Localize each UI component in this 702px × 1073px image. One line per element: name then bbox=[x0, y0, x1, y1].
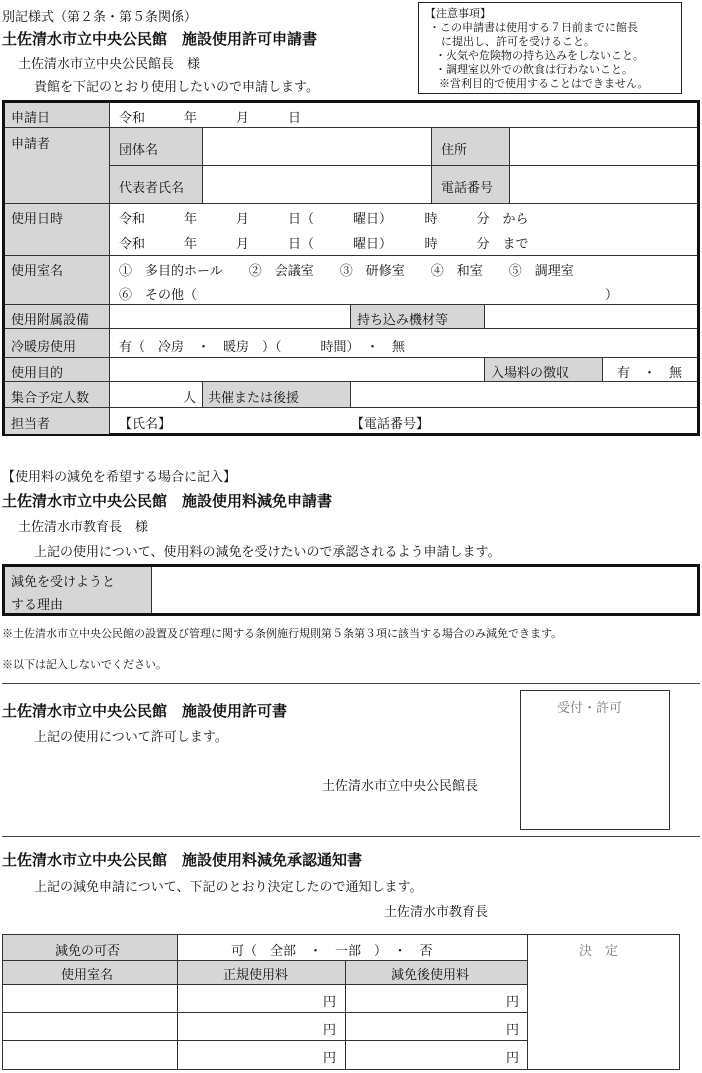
yen-unit: 円 bbox=[506, 1023, 520, 1038]
address-label: 住所 bbox=[441, 143, 468, 158]
yen-unit: 円 bbox=[323, 995, 337, 1010]
attendance-unit: 人 bbox=[183, 391, 197, 406]
divider bbox=[2, 836, 700, 837]
form-label: 別記様式（第２条・第５条関係） bbox=[2, 10, 198, 25]
purpose-label: 使用目的 bbox=[11, 366, 64, 381]
notice-line: に提出し、許可を受けること。 bbox=[441, 35, 595, 48]
col-regular: 正規使用料 bbox=[223, 968, 289, 983]
room-label: 使用室名 bbox=[11, 264, 64, 279]
rep-label: 代表者氏名 bbox=[119, 181, 185, 196]
application-addressee: 土佐清水市立中央公民館長 様 bbox=[18, 57, 201, 72]
date-field[interactable]: 令和 年 月 日 bbox=[119, 111, 302, 126]
reduction-title: 土佐清水市立中央公民館 施設使用料減免申請書 bbox=[2, 492, 333, 510]
reduction-addressee: 土佐清水市教育長 様 bbox=[18, 520, 149, 535]
cosponsor-label: 共催または後援 bbox=[208, 391, 300, 406]
stamp-label: 受付・許可 bbox=[557, 701, 623, 716]
reason-label: 減免を受けようと bbox=[11, 575, 116, 590]
stamp-box bbox=[520, 690, 670, 830]
reduction-footnote: ※土佐清水市立中央公民館の設置及び管理に関する条例施行規則第５条第３項に該当する場合のみ減免できます。 bbox=[2, 627, 563, 640]
application-title: 土佐清水市立中央公民館 施設使用許可申請書 bbox=[2, 30, 318, 48]
decision-label: 決 定 bbox=[579, 944, 619, 959]
rooms-other[interactable]: ⑥ その他（ bbox=[119, 288, 198, 303]
attendance-label: 集合予定人数 bbox=[11, 391, 90, 406]
notice-line: ・調理室以外での飲食は行わないこと。 bbox=[435, 63, 633, 76]
approval-text: 上記の減免申請について、下記のとおり決定したので通知します。 bbox=[34, 880, 423, 895]
yen-unit: 円 bbox=[323, 1051, 337, 1066]
rooms-options[interactable]: ① 多目的ホール ② 会議室 ③ 研修室 ④ 和室 ⑤ 調理室 bbox=[119, 264, 574, 279]
yen-unit: 円 bbox=[506, 1051, 520, 1066]
col-room: 使用室名 bbox=[61, 968, 114, 983]
reason-label-2: する理由 bbox=[11, 598, 64, 613]
reason-field[interactable] bbox=[152, 567, 697, 613]
fee-field[interactable]: 有 ・ 無 bbox=[617, 366, 683, 381]
contact-label: 担当者 bbox=[11, 417, 51, 432]
bring-label: 持ち込み機材等 bbox=[357, 313, 449, 328]
divider bbox=[2, 683, 700, 684]
notice-box bbox=[418, 2, 682, 94]
aircon-field[interactable]: 有（ 冷房 ・ 暖房 ）（ 時間） ・ 無 bbox=[119, 340, 406, 355]
do-not-fill-note: ※以下は記入しないでください。 bbox=[2, 658, 167, 671]
equipment-label: 使用附属設備 bbox=[11, 313, 90, 328]
reduction-intro: 上記の使用について、使用料の減免を受けたいので承認されるよう申請します。 bbox=[34, 545, 501, 560]
usage-time-label: 使用日時 bbox=[11, 212, 64, 227]
usage-from-field[interactable]: 令和 年 月 日（ 曜日） 時 分 から bbox=[119, 212, 529, 227]
approval-title: 土佐清水市立中央公民館 施設使用料減免承認通知書 bbox=[2, 851, 363, 869]
phone-label: 電話番号 bbox=[441, 181, 494, 196]
application-intro: 貴館を下記のとおり使用したいので申請します。 bbox=[34, 80, 319, 95]
org-label: 団体名 bbox=[119, 143, 159, 158]
yen-unit: 円 bbox=[506, 995, 520, 1010]
aircon-label: 冷暖房使用 bbox=[11, 340, 77, 355]
col-reduced: 減免後使用料 bbox=[391, 968, 470, 983]
contact-name-label: 【氏名】 bbox=[119, 417, 172, 432]
approval-table bbox=[2, 934, 680, 1070]
permit-title: 土佐清水市立中央公民館 施設使用許可書 bbox=[2, 702, 288, 720]
contact-phone-label: 【電話番号】 bbox=[351, 417, 430, 432]
permit-text: 上記の使用について許可します。 bbox=[34, 730, 228, 745]
notice-title: 【注意事項】 bbox=[425, 7, 491, 20]
date-label: 申請日 bbox=[11, 111, 51, 126]
approval-value: 可（ 全部 ・ 一部 ） ・ 否 bbox=[231, 944, 433, 959]
reduction-note: 【使用料の減免を希望する場合に記入】 bbox=[2, 470, 237, 485]
application-table bbox=[2, 100, 700, 436]
applicant-label: 申請者 bbox=[11, 137, 51, 152]
approval-signer: 土佐清水市教育長 bbox=[384, 905, 489, 920]
yen-unit: 円 bbox=[323, 1023, 337, 1038]
reduction-reason-box bbox=[2, 564, 700, 616]
fee-label: 入場料の徴収 bbox=[491, 366, 570, 381]
permit-signer: 土佐清水市立中央公民館長 bbox=[322, 779, 479, 794]
usage-to-field[interactable]: 令和 年 月 日（ 曜日） 時 分 まで bbox=[119, 237, 529, 252]
notice-line: ※営利目的で使用することはできません。 bbox=[439, 77, 649, 90]
approval-label: 減免の可否 bbox=[55, 944, 121, 959]
notice-line: ・この申請書は使用する７日前までに館長 bbox=[429, 21, 638, 34]
rooms-other-close: ） bbox=[605, 288, 619, 303]
notice-line: ・火気や危険物の持ち込みをしないこと。 bbox=[435, 49, 644, 62]
